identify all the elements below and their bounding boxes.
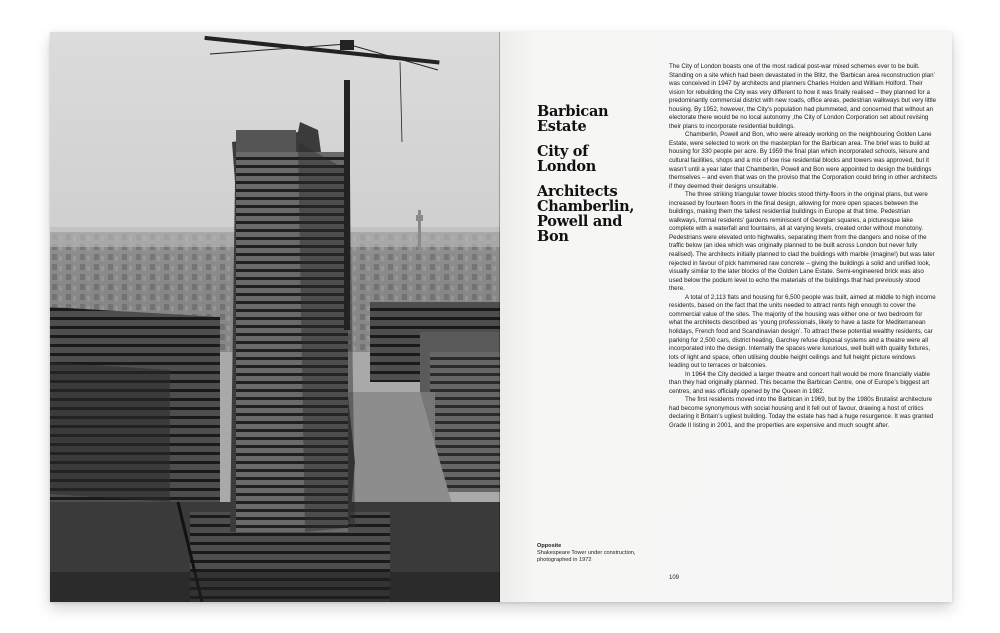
paragraph: The three striking triangular tower blocks stood thirty-floors in the original plans, but were increased by fourteen floors in the final design, allowing for more open spaces between the buildings, making them the tallest residential buildings in Europe at that time. Pedestrian walkways, formal residents’ gardens reminiscent of Georgian squares, a picturesque lake complete with a waterfall and fountains, all at varying levels, created order without monotony. Pedestrians were elevated onto highwalks, separating them from the dangers and noise of the traffic below (an idea which was originally planned to be built across London but never fully realised). The architects initially planned to clad the buildings with marble (imagine!) but was later rejected in favour of pick hammered raw concrete – giving the buildings a solid and unified look, visually similar to the later blocks of the Golden Lane Estate. Semi-engineered brick was also used below the podium level to echo the materials of the buildings that had previously stood there. <box>669 191 935 293</box>
page-number: 109 <box>669 575 680 581</box>
title-architects: Architects Chamberlin, Powell and Bon <box>537 183 635 245</box>
body-text <box>669 63 937 431</box>
book-spread <box>50 32 952 602</box>
paragraph: The City of London boasts one of the most radical post-war mixed schemes ever to be built. Standing on a site which had been devastated in the Blitz, the ‘Barbican area reconstruction plan’ was conceived in 1947 by architects and planners Charles Holden and William Holford. Their vision for rebuilding the City was very different to how it was finally realised – they planned for a predominantly commercial district with new roads, office areas, pedestrian walkways but very little housing. By 1952, however, the City’s population had plummeted, and concerned that without an electorate there would be no local autonomy ,the City of London Corporation set about revising their plans to incorporate residential buildings. <box>669 63 937 130</box>
title-city-of-london: City of London <box>537 143 596 175</box>
paragraph: Chamberlin, Powell and Bon, who were already working on the neighbouring Golden Lane Estate, were selected to work on the masterplan for the Barbican area. The brief was to build at housing for 330 people per acre. By 1959 the final plan which incorporated schools, leisure and cultural facilities, shops and a mix of low rise residential blocks and towers was approved, but it wasn’t until a year later that Chamberlin, Powell and Bon were appointed to design the buildings themselves – and even that was on the proviso that the Corporation could bring in other architects if they deemed their designs unsuitable. <box>669 131 937 190</box>
right-page <box>500 32 952 602</box>
title-barbican-estate: Barbican Estate <box>537 103 609 135</box>
tower-construction-photo <box>50 32 500 602</box>
caption-text: Shakespeare Tower under construction, photographed in 1972 <box>537 550 636 563</box>
paragraph: The first residents moved into the Barbican in 1969, but by the 1980s Brutalist architecture had become synonymous with social housing and it fell out of favour, drawing a host of critics declaring it Britain’s ugliest building. Today the estate has had a huge resurgence. It was granted Grade II listing in 2001, and the properties are expensive and much sought after. <box>669 396 934 429</box>
caption-title: Opposite <box>537 543 562 549</box>
left-page-photo <box>50 32 500 602</box>
section-titles <box>537 104 637 254</box>
paragraph: In 1964 the City decided a larger theatre and concert hall would be more financially viable than they had originally planned. This became the Barbican Centre, one of Europe’s biggest art centres, and was officially opened by the Queen in 1982. <box>669 370 930 395</box>
photo-caption <box>537 543 657 564</box>
paragraph: A total of 2,113 flats and housing for 6,500 people was built, aimed at middle to high income residents, based on the fact that the units needed to attract rents high enough to cover the commercial value of the sites. The majority of the housing was either one or two bedroom for what the architects described as ‘young professionals, likely to have a taste for Mediterranean holidays, French food and Scandinavian design’. To attract these potential wealthy residents, car parking for 2,500 cars, district heating, Garchey refuse disposal systems and a theatre were all incorporated into the design. Internally the spaces were luxurious, well built with quality fixtures, lots of light and space, often utilising double height ceilings and full height picture windows leading out to terraces or balconies. <box>669 293 936 370</box>
